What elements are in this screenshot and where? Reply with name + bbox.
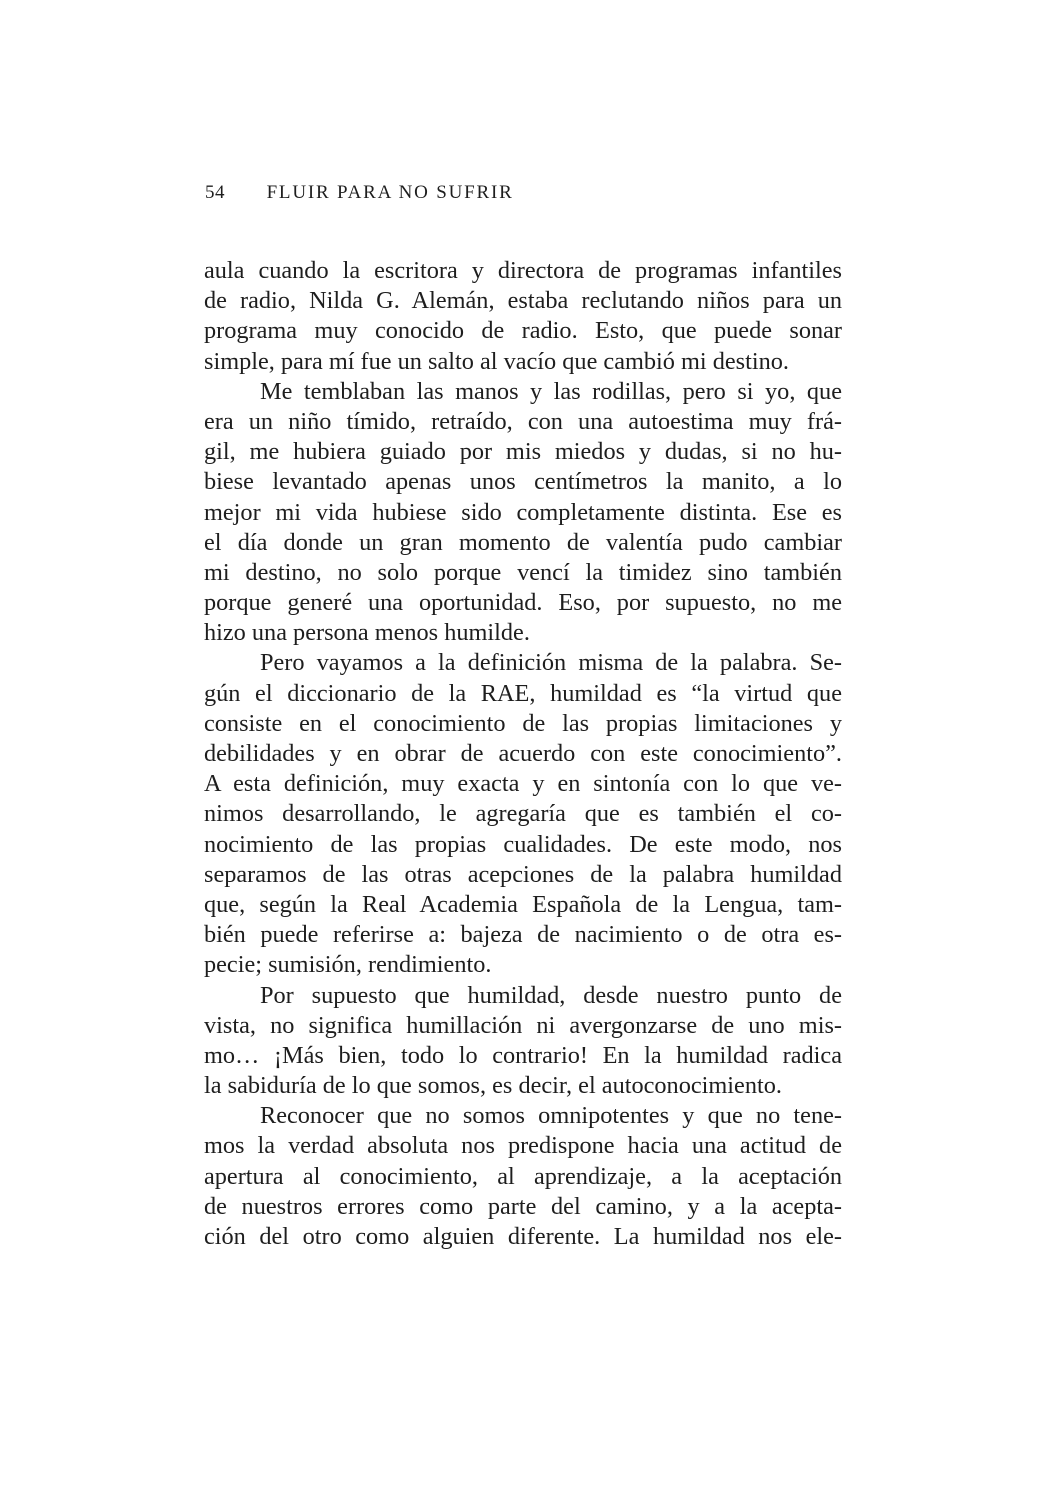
text-line: aula cuando la escritora y directora de programas infantiles	[204, 257, 842, 284]
text-line: apertura al conocimiento, al aprendizaje, a la aceptación	[204, 1162, 842, 1190]
text-line: porque generé una oportunidad. Eso, por supuesto, no me	[204, 589, 842, 617]
text-line: mos la verdad absoluta nos predispone hacia una actitud de	[204, 1132, 842, 1160]
text-line: mejor mi vida hubiese sido completamente distinta. Ese es	[204, 498, 842, 526]
text-line: vista, no significa humillación ni avergonzarse de uno mis-	[204, 1011, 842, 1039]
text-line: mi destino, no solo porque vencí la timidez sino también	[204, 558, 842, 586]
text-line: consiste en el conocimiento de las propias limitaciones y	[204, 709, 842, 737]
text-line: separamos de las otras acepciones de la palabra humildad	[204, 860, 842, 888]
running-head	[205, 178, 845, 208]
text-line: era un niño tímido, retraído, con una autoestima muy frá-	[204, 407, 842, 435]
text-line: de radio, Nilda G. Alemán, estaba reclutando niños para un	[204, 287, 842, 315]
text-line: programa muy conocido de radio. Esto, que puede sonar	[204, 317, 842, 345]
text-line: simple, para mí fue un salto al vacío que cambió mi destino.	[204, 347, 789, 375]
text-line: Por supuesto que humildad, desde nuestro punto de	[260, 981, 842, 1009]
text-line: el día donde un gran momento de valentía pudo cambiar	[204, 528, 842, 556]
text-line: que, según la Real Academia Española de la Lengua, tam-	[204, 890, 842, 918]
text-line: la sabiduría de lo que somos, es decir, el autoconocimiento.	[204, 1072, 782, 1100]
text-line: nimos desarrollando, le agregaría que es también el co-	[204, 800, 842, 828]
paragraph	[204, 1101, 842, 1252]
paragraph	[204, 648, 842, 980]
text-line: debilidades y en obrar de acuerdo con este conocimiento”.	[204, 740, 842, 767]
text-line: de nuestros errores como parte del camino, y a la acepta-	[204, 1192, 842, 1220]
text-line: biese levantado apenas unos centímetros la manito, a lo	[204, 468, 842, 496]
paragraph	[204, 256, 842, 377]
paragraph	[204, 981, 842, 1102]
paragraph	[204, 377, 842, 649]
text-line: Me temblaban las manos y las rodillas, pero si yo, que	[260, 377, 842, 405]
text-line: gil, me hubiera guiado por mis miedos y dudas, si no hu-	[204, 438, 842, 466]
body-text	[204, 256, 842, 1252]
text-line: bién puede referirse a: bajeza de nacimiento o de otra es-	[204, 921, 842, 949]
text-line: nocimiento de las propias cualidades. De este modo, nos	[204, 830, 842, 858]
page-number: 54	[205, 182, 225, 203]
text-line: Reconocer que no somos omnipotentes y que no tene-	[260, 1102, 842, 1130]
text-line: hizo una persona menos humilde.	[204, 619, 530, 647]
text-line: mo… ¡Más bien, todo lo contrario! En la humildad radica	[204, 1041, 842, 1069]
text-line: ción del otro como alguien diferente. La humildad nos ele-	[204, 1223, 842, 1250]
text-line: pecie; sumisión, rendimiento.	[204, 951, 492, 979]
text-line: Pero vayamos a la definición misma de la palabra. Se-	[260, 649, 842, 677]
text-line: gún el diccionario de la RAE, humildad es “la virtud que	[204, 679, 842, 707]
running-title: FLUIR PARA NO SUFRIR	[266, 182, 514, 203]
text-line: A esta definición, muy exacta y en sintonía con lo que ve-	[204, 770, 842, 798]
